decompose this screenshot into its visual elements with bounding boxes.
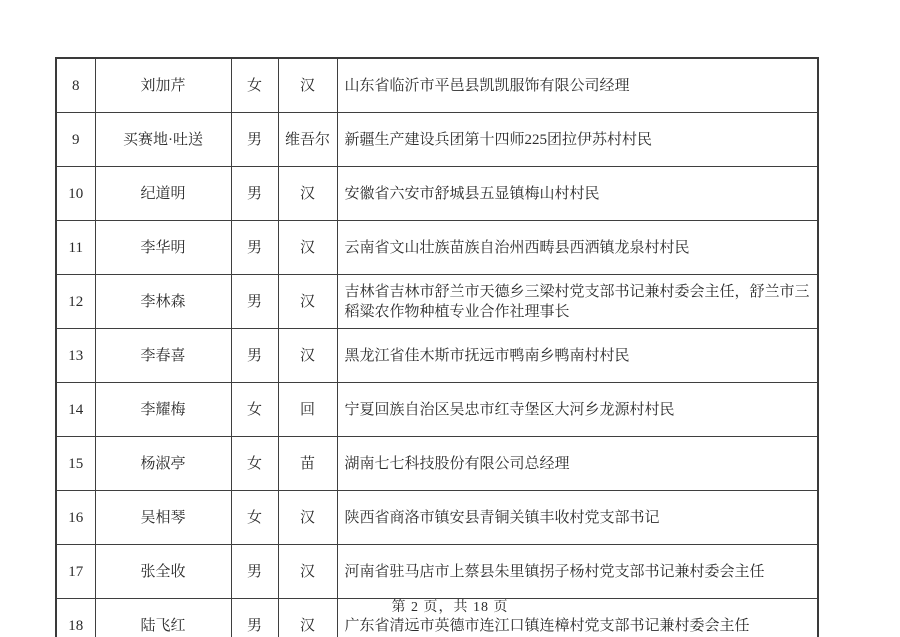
person-name-cell: 纪道明 — [95, 167, 231, 221]
person-name-cell: 李林森 — [95, 275, 231, 329]
person-name-cell: 李春喜 — [95, 329, 231, 383]
table-row — [56, 437, 818, 491]
person-description-cell: 山东省临沂市平邑县凯凯服饰有限公司经理 — [337, 58, 818, 113]
person-description-cell: 河南省驻马店市上蔡县朱里镇拐子杨村党支部书记兼村委会主任 — [337, 545, 818, 599]
row-number-cell: 15 — [56, 437, 95, 491]
person-gender-cell: 男 — [231, 599, 278, 637]
row-number-cell: 17 — [56, 545, 95, 599]
person-description-cell: 吉林省吉林市舒兰市天德乡三梁村党支部书记兼村委会主任，舒兰市三稻粱农作物种植专业合作社理事长 — [337, 275, 818, 329]
person-gender-cell: 女 — [231, 383, 278, 437]
page-number-footer: 第 2 页，共 18 页 — [391, 600, 509, 615]
table-row — [56, 491, 818, 545]
person-ethnicity-cell: 汉 — [278, 491, 337, 545]
person-gender-cell: 女 — [231, 491, 278, 545]
table-row — [56, 329, 818, 383]
row-number-cell: 9 — [56, 113, 95, 167]
row-number-cell: 10 — [56, 167, 95, 221]
row-number-cell: 16 — [56, 491, 95, 545]
person-gender-cell: 男 — [231, 545, 278, 599]
person-ethnicity-cell: 汉 — [278, 221, 337, 275]
person-ethnicity-cell: 汉 — [278, 275, 337, 329]
person-ethnicity-cell: 回 — [278, 383, 337, 437]
person-gender-cell: 女 — [231, 58, 278, 113]
person-description-cell: 黑龙江省佳木斯市抚远市鸭南乡鸭南村村民 — [337, 329, 818, 383]
row-number-cell: 11 — [56, 221, 95, 275]
table-row — [56, 383, 818, 437]
person-name-cell: 李耀梅 — [95, 383, 231, 437]
people-table — [55, 57, 819, 637]
person-name-cell: 杨淑亭 — [95, 437, 231, 491]
person-name-cell: 刘加芹 — [95, 58, 231, 113]
person-name-cell: 李华明 — [95, 221, 231, 275]
person-description-cell: 广东省清远市英德市连江口镇连樟村党支部书记兼村委会主任 — [337, 599, 818, 637]
person-gender-cell: 男 — [231, 329, 278, 383]
row-number-cell: 14 — [56, 383, 95, 437]
person-gender-cell: 男 — [231, 221, 278, 275]
table-row — [56, 221, 818, 275]
person-name-cell: 吴相琴 — [95, 491, 231, 545]
table-row — [56, 545, 818, 599]
person-ethnicity-cell: 汉 — [278, 167, 337, 221]
row-number-cell: 18 — [56, 599, 95, 637]
table-row — [56, 113, 818, 167]
person-ethnicity-cell: 维吾尔 — [278, 113, 337, 167]
row-number-cell: 13 — [56, 329, 95, 383]
row-number-cell: 8 — [56, 58, 95, 113]
person-gender-cell: 女 — [231, 437, 278, 491]
row-number-cell: 12 — [56, 275, 95, 329]
person-ethnicity-cell: 苗 — [278, 437, 337, 491]
person-description-cell: 云南省文山壮族苗族自治州西畴县西洒镇龙泉村村民 — [337, 221, 818, 275]
table-row — [56, 167, 818, 221]
table-row — [56, 58, 818, 113]
person-description-cell: 陕西省商洛市镇安县青铜关镇丰收村党支部书记 — [337, 491, 818, 545]
person-name-cell: 买赛地·吐送 — [95, 113, 231, 167]
table-row — [56, 275, 818, 329]
person-ethnicity-cell: 汉 — [278, 329, 337, 383]
person-description-cell: 湖南七七科技股份有限公司总经理 — [337, 437, 818, 491]
person-name-cell: 陆飞红 — [95, 599, 231, 637]
person-description-cell: 新疆生产建设兵团第十四师225团拉伊苏村村民 — [337, 113, 818, 167]
person-gender-cell: 男 — [231, 167, 278, 221]
people-table-body — [56, 58, 818, 637]
person-ethnicity-cell: 汉 — [278, 545, 337, 599]
person-ethnicity-cell: 汉 — [278, 58, 337, 113]
person-gender-cell: 男 — [231, 275, 278, 329]
person-ethnicity-cell: 汉 — [278, 599, 337, 637]
person-description-cell: 宁夏回族自治区吴忠市红寺堡区大河乡龙源村村民 — [337, 383, 818, 437]
person-gender-cell: 男 — [231, 113, 278, 167]
person-name-cell: 张全收 — [95, 545, 231, 599]
person-description-cell: 安徽省六安市舒城县五显镇梅山村村民 — [337, 167, 818, 221]
